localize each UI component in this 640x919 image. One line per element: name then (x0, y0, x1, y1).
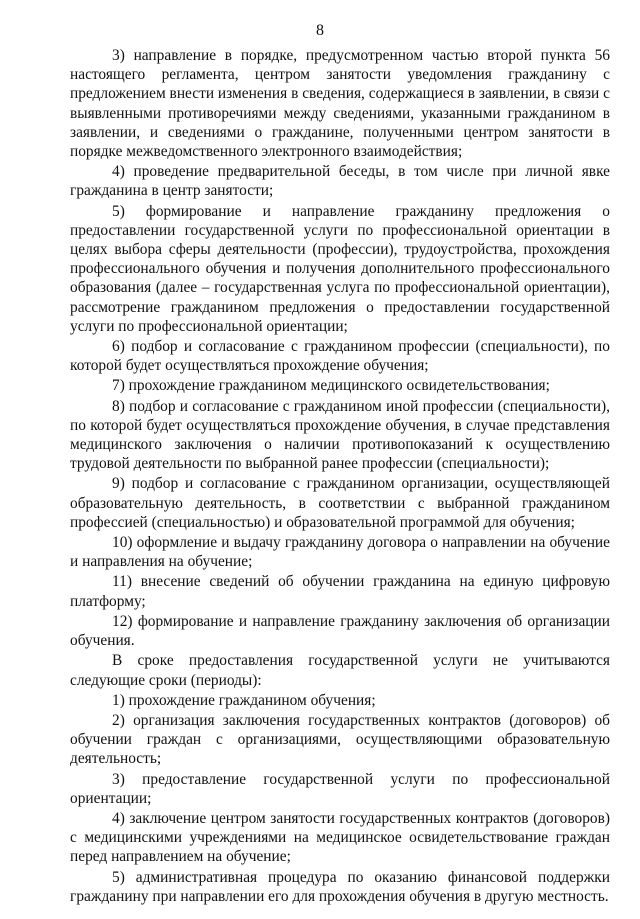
excluded-period-4: 4) заключение центром занятости государственных контрактов (договоров) с медицинскими учреждениями на медицинское освидетельствование граждан перед направлением на обучение; (70, 809, 610, 866)
excluded-period-3: 3) предоставление государственной услуги по профессиональной ориентации; (70, 770, 610, 807)
paragraph-item-5: 5) формирование и направление гражданину предложения о предоставлении государственной услуги по профессиональной ориентации в целях выбора сферы деятельности (профессии), трудоустройства, прохождения профессионального обучения и получения дополнительного профессионального образования (далее – государственная услуга по профессиональной ориентации), рассмотрение гражданином предложения о предоставлении государственной услуги по профессиональной ориентации; (70, 202, 610, 335)
paragraph-item-3: 3) направление в порядке, предусмотренном частью второй пункта 56 настоящего регламента, центром занятости уведомления гражданину с предложением внести изменения в сведения, содержащиеся в заявлении, в связи с выявленными противоречиями между сведениями, указанными гражданином в заявлении, и сведениями о гражданине, полученными центром занятости в порядке межведомственного электронного взаимодействия; (70, 47, 610, 161)
paragraph-item-9: 9) подбор и согласование с гражданином организации, осуществляющей образовательную деятельность, в соответствии с выбранной гражданином профессией (специальностью) и образовательной программой для обучения; (70, 475, 610, 531)
paragraph-item-7: 7) прохождение гражданином медицинского освидетельствования; (112, 377, 550, 395)
excluded-period-2: 2) организация заключения государственных контрактов (договоров) об обучении граждан с организациями, осуществляющими образовательную деятельность; (70, 711, 610, 768)
page-number: 8 (316, 22, 324, 39)
paragraph-item-4: 4) проведение предварительной беседы, в том числе при личной явке гражданина в центр занятости; (70, 163, 610, 200)
excluded-period-1: 1) прохождение гражданином обучения; (112, 691, 376, 709)
excluded-period-5: 5) административная процедура по оказанию финансовой поддержки гражданину при направлении его для прохождения обучения в другую местность. (70, 868, 610, 905)
document-body (70, 46, 610, 906)
excluded-periods-intro: В сроке предоставления государственной услуги не учитываются следующие сроки (периоды): (70, 652, 610, 689)
paragraph-item-6: 6) подбор и согласование с гражданином профессии (специальности), по которой будет осуществляться прохождение обучения; (70, 338, 610, 375)
paragraph-item-11: 11) внесение сведений об обучении гражданина на единую цифровую платформу; (70, 573, 610, 610)
paragraph-item-8: 8) подбор и согласование с гражданином иной профессии (специальности), по которой будет осуществляться прохождение обучения, в случае представления медицинского заключения о наличии противопоказаний к осуществлению трудовой деятельности по выбранной ранее профессии (специальности); (70, 397, 610, 473)
paragraph-item-10: 10) оформление и выдачу гражданину договора о направлении на обучение и направления на обучение; (70, 534, 610, 571)
paragraph-item-12: 12) формирование и направление гражданину заключения об организации обучения. (70, 612, 610, 650)
